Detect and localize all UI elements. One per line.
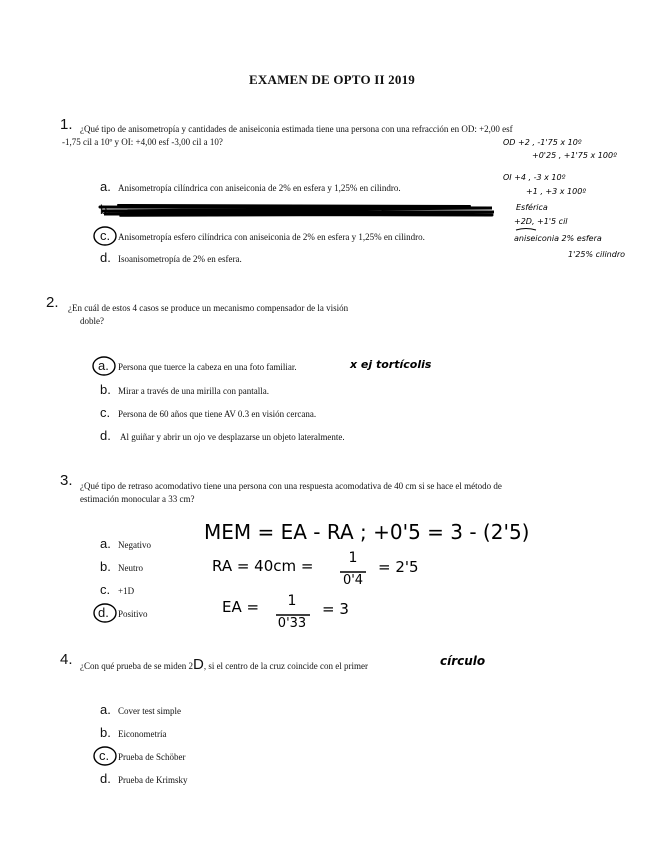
q1-handwritten-note: OI +4 , -3 x 10º xyxy=(503,173,566,182)
q1-handwritten-note: +1 , +3 x 100º xyxy=(526,187,587,196)
q2-option-d-text[interactable]: Al guiñar y abrir un ojo ve desplazarse un objeto lateralmente. xyxy=(120,432,345,442)
q2-option-c-letter[interactable]: c. xyxy=(100,405,111,420)
question-2-text-line2: doble? xyxy=(80,316,104,326)
q4-answer-c-circle xyxy=(94,747,116,765)
q1-handwritten-note: +0'25 , +1'75 x 100º xyxy=(532,151,617,160)
q4-option-d-letter[interactable]: d. xyxy=(100,771,111,786)
q2-option-a-letter[interactable]: a. xyxy=(98,358,109,373)
q3-handwritten-ra-label: RA = 40cm = xyxy=(212,557,314,575)
q2-answer-a-circle xyxy=(93,357,115,375)
q4-option-a-letter[interactable]: a. xyxy=(100,702,111,717)
q1-handwritten-note: 1'25% cilindro xyxy=(568,250,626,259)
q1-handwritten-note: OD +2 , -1'75 x 10º xyxy=(503,138,582,147)
q1-answer-c-circle xyxy=(94,227,116,245)
q2-option-a-text[interactable]: Persona que tuerce la cabeza en una foto familiar. xyxy=(118,362,297,372)
q4-option-b-letter[interactable]: b. xyxy=(100,725,111,740)
q2-option-c-text[interactable]: Persona de 60 años que tiene AV 0.3 en visión cercana. xyxy=(118,409,317,419)
q1-handwritten-note: aniseiconia 2% esfera xyxy=(514,234,602,243)
q3-handwritten-ea-denominator: 0'33 xyxy=(277,616,307,631)
q1-handwritten-note: Esférica xyxy=(516,203,548,212)
question-4-text-big: D xyxy=(192,656,204,673)
question-3-number: 3. xyxy=(60,472,73,489)
q3-handwritten-ea-numerator: 1 xyxy=(287,593,297,609)
q4-option-c-letter[interactable]: c. xyxy=(99,748,110,763)
question-4-text-post: , si el centro de la cruz coincide con el primer xyxy=(203,661,368,671)
q4-option-b-text[interactable]: Eiconometría xyxy=(118,729,167,739)
q1-option-c-text[interactable]: Anisometropía esfero cilíndrica con aniseiconia de 2% en esfera y 1,25% en cilindro. xyxy=(118,232,425,242)
q2-option-b-letter[interactable]: b. xyxy=(100,382,111,397)
q3-option-b-letter[interactable]: b. xyxy=(100,559,111,574)
q3-handwritten-ra-numerator: 1 xyxy=(348,550,358,566)
q2-handwritten-note: x ej tortícolis xyxy=(350,358,432,371)
q4-option-d-text[interactable]: Prueba de Krimsky xyxy=(118,775,188,785)
q3-handwritten-ra-denominator: 0'4 xyxy=(342,573,364,588)
question-3-text-line2: estimación monocular a 33 cm? xyxy=(80,494,195,504)
q1-note-underline xyxy=(516,229,536,231)
q3-option-b-text[interactable]: Neutro xyxy=(118,563,143,573)
q1-option-b-letter[interactable]: b. xyxy=(100,202,111,217)
q2-option-d-letter[interactable]: d. xyxy=(100,428,111,443)
q1-option-a-text[interactable]: Anisometropía cilíndrica con aniseiconia de 2% en esfera y 1,25% en cilindro. xyxy=(118,183,401,193)
q3-option-a-letter[interactable]: a. xyxy=(100,536,111,551)
q3-option-d-text[interactable]: Positivo xyxy=(118,609,148,619)
q3-answer-d-circle xyxy=(94,604,116,622)
q1-handwritten-note: +2D, +1'5 cil xyxy=(514,217,568,226)
q3-option-c-text[interactable]: +1D xyxy=(118,586,135,596)
q3-handwritten-ea-result: = 3 xyxy=(322,600,349,618)
question-4-text-pre: ¿Con qué prueba de se miden 2 xyxy=(80,661,193,671)
q1-option-b-scribble xyxy=(100,205,494,216)
q3-option-c-letter[interactable]: c. xyxy=(100,582,111,597)
q1-option-d-letter[interactable]: d. xyxy=(100,250,111,265)
q1-option-c-letter[interactable]: c. xyxy=(100,228,111,243)
question-2-text-line1: ¿En cuál de estos 4 casos se produce un mecanismo compensador de la visión xyxy=(68,303,349,313)
question-1-text-line1: ¿Qué tipo de anisometropía y cantidades de aniseiconia estimada tiene una persona con una refracción en OD: +2,00 esf xyxy=(80,124,513,134)
question-2-number: 2. xyxy=(46,294,59,311)
q4-option-a-text[interactable]: Cover test simple xyxy=(118,706,181,716)
q4-handwritten-note: círculo xyxy=(440,654,486,668)
q3-handwritten-mem-formula: MEM = EA - RA ; +0'5 = 3 - (2'5) xyxy=(204,520,530,544)
q4-option-c-text[interactable]: Prueba de Schöber xyxy=(118,752,186,762)
question-3-text-line1: ¿Qué tipo de retraso acomodativo tiene una persona con una respuesta acomodativa de 40 cm si se hace el método de xyxy=(80,481,502,491)
question-4-number: 4. xyxy=(60,651,73,668)
q1-option-a-letter[interactable]: a. xyxy=(100,179,111,194)
page-title: EXAMEN DE OPTO II 2019 xyxy=(249,72,415,87)
q3-handwritten-ra-result: = 2'5 xyxy=(378,558,419,576)
q2-option-b-text[interactable]: Mirar a través de una mirilla con pantalla. xyxy=(118,386,269,396)
q3-handwritten-ea-label: EA = xyxy=(222,598,260,616)
q1-option-d-text[interactable]: Isoanisometropía de 2% en esfera. xyxy=(118,254,242,264)
q3-option-a-text[interactable]: Negativo xyxy=(118,540,151,550)
q3-option-d-letter[interactable]: d. xyxy=(98,605,109,620)
question-1-number: 1. xyxy=(60,116,73,133)
question-1-text-line2: -1,75 cil a 10º y OI: +4,00 esf -3,00 cil a 10? xyxy=(62,137,223,147)
